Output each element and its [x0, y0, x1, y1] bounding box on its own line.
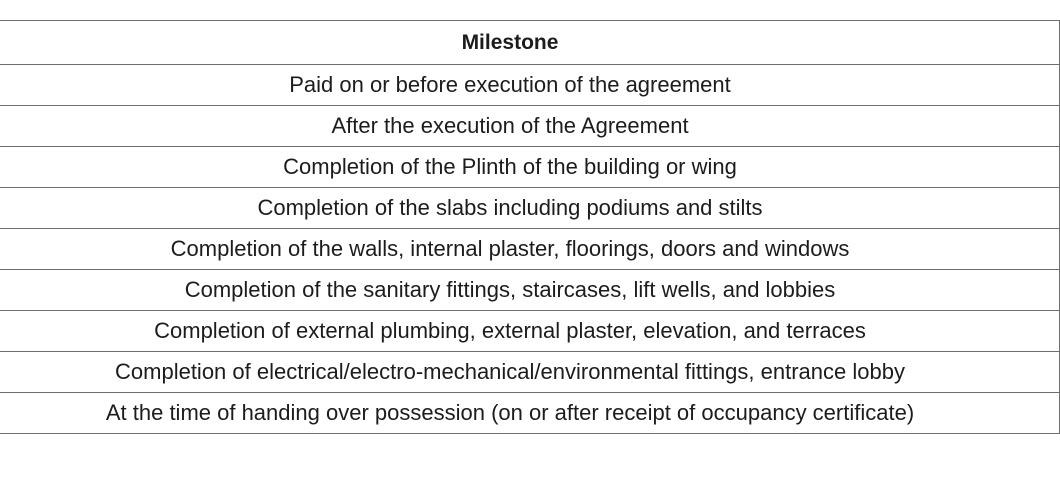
milestone-cell: Completion of the Plinth of the building or wing	[0, 147, 1060, 188]
table-row	[0, 393, 1060, 434]
milestone-cell: At the time of handing over possession (on or after receipt of occupancy certificate)	[0, 393, 1060, 434]
table-row	[0, 311, 1060, 352]
table-row	[0, 147, 1060, 188]
table-row	[0, 229, 1060, 270]
milestone-cell: Paid on or before execution of the agreement	[0, 65, 1060, 106]
milestone-cell: Completion of electrical/electro-mechanical/environmental fittings, entrance lobby	[0, 352, 1060, 393]
milestone-cell: Completion of the slabs including podiums and stilts	[0, 188, 1060, 229]
milestone-table	[0, 20, 1060, 434]
milestone-cell: Completion of the sanitary fittings, staircases, lift wells, and lobbies	[0, 270, 1060, 311]
table-row	[0, 352, 1060, 393]
table-header-row	[0, 21, 1060, 65]
table-row	[0, 106, 1060, 147]
table-row	[0, 188, 1060, 229]
table-row	[0, 270, 1060, 311]
milestone-cell: Completion of the walls, internal plaster, floorings, doors and windows	[0, 229, 1060, 270]
milestone-column-header: Milestone	[0, 21, 1060, 65]
table-row	[0, 65, 1060, 106]
milestone-cell: After the execution of the Agreement	[0, 106, 1060, 147]
milestone-cell: Completion of external plumbing, external plaster, elevation, and terraces	[0, 311, 1060, 352]
